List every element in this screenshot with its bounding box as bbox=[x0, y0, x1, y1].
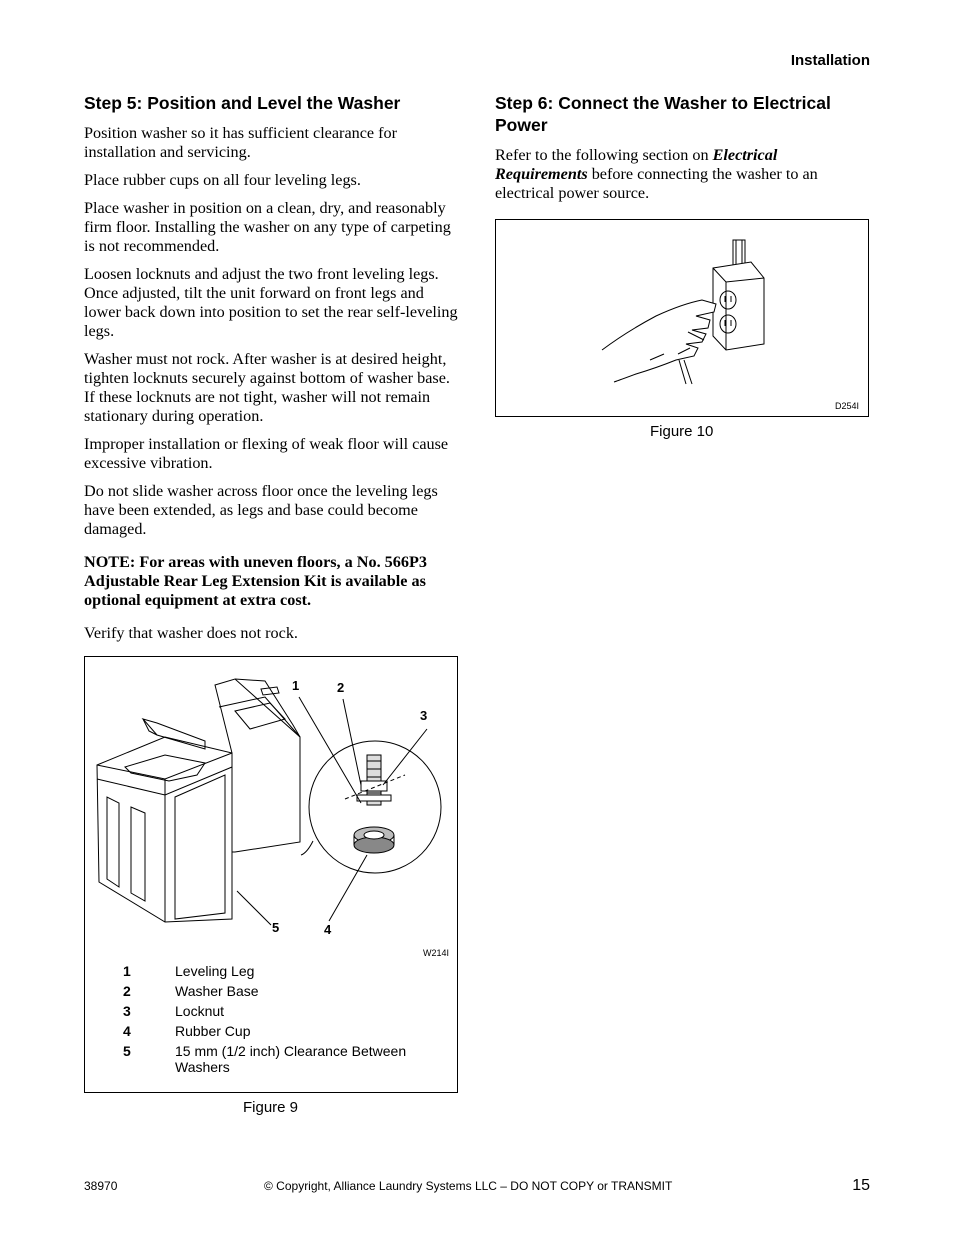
step5-note: NOTE: For areas with uneven floors, a No. 566P3 Adjustable Rear Leg Extension Kit is available as optional equipment at extra cost. bbox=[84, 553, 427, 609]
legend-text: Locknut bbox=[175, 1003, 225, 1019]
step6-column bbox=[495, 92, 869, 212]
callout-5: 5 bbox=[272, 920, 280, 935]
legend-item bbox=[123, 1043, 443, 1075]
step5-paragraph: Position washer so it has sufficient clearance for installation and servicing. bbox=[84, 124, 398, 161]
page-number: 15 bbox=[852, 1177, 870, 1194]
washer-leveling-illustration bbox=[85, 657, 457, 957]
figure-9-caption: Figure 9 bbox=[243, 1099, 299, 1116]
legend-text: Rubber Cup bbox=[175, 1023, 251, 1039]
step5-verify: Verify that washer does not rock. bbox=[84, 624, 298, 642]
step5-column bbox=[84, 92, 458, 652]
legend-number: 1 bbox=[123, 963, 131, 979]
step5-paragraph: Place washer in position on a clean, dry, and reasonably firm floor. Installing the washer on any type of carpeting is not recommended. bbox=[84, 199, 451, 255]
legend-text: Leveling Leg bbox=[175, 963, 255, 979]
figure-9 bbox=[84, 656, 458, 1093]
figure-10 bbox=[495, 219, 869, 417]
footer-copyright: © Copyright, Alliance Laundry Systems LLC – DO NOT COPY or TRANSMIT bbox=[264, 1179, 673, 1193]
step5-paragraph: Place rubber cups on all four leveling legs. bbox=[84, 171, 361, 189]
legend-number: 3 bbox=[123, 1003, 131, 1019]
callout-1: 1 bbox=[292, 678, 300, 693]
callout-2: 2 bbox=[337, 680, 345, 695]
figure-10-id: D254I bbox=[835, 401, 860, 411]
legend-number: 5 bbox=[123, 1043, 131, 1059]
step6-intro-emphasis: Electrical Requirements bbox=[495, 146, 778, 183]
legend-text: 15 mm (1/2 inch) Clearance Between Washers bbox=[175, 1043, 407, 1075]
legend-item bbox=[123, 983, 443, 999]
step6-intro bbox=[495, 146, 869, 203]
step5-paragraph: Do not slide washer across floor once the leveling legs have been extended, as legs and base could become damaged. bbox=[84, 482, 438, 538]
step6-title: Step 6: Connect the Washer to Electrical Power bbox=[495, 93, 831, 135]
legend-item bbox=[123, 1023, 443, 1039]
step6-intro-before: Refer to the following section on bbox=[495, 146, 713, 164]
legend-text: Washer Base bbox=[175, 983, 259, 999]
callout-4: 4 bbox=[324, 922, 332, 937]
step6-intro-after: before connecting the washer to an electrical power source. bbox=[495, 165, 818, 202]
figure-9-id: W214I bbox=[423, 948, 450, 958]
figure-10-caption: Figure 10 bbox=[650, 423, 714, 440]
section-header: Installation bbox=[790, 52, 870, 69]
step5-paragraph: Improper installation or flexing of weak floor will cause excessive vibration. bbox=[84, 435, 449, 472]
legend-number: 2 bbox=[123, 983, 131, 999]
legend-number: 4 bbox=[123, 1023, 131, 1039]
legend-item bbox=[123, 1003, 443, 1019]
step5-paragraph: Loosen locknuts and adjust the two front leveling legs. Once adjusted, tilt the unit forward on front legs and lower back down into position to set the rear self-leveling legs. bbox=[84, 265, 458, 340]
footer-doc-number: 38970 bbox=[84, 1179, 118, 1193]
plug-outlet-illustration bbox=[496, 220, 868, 416]
legend-item bbox=[123, 963, 443, 979]
step5-title: Step 5: Position and Level the Washer bbox=[84, 93, 401, 113]
callout-3: 3 bbox=[420, 708, 428, 723]
step5-paragraph: Washer must not rock. After washer is at desired height, tighten locknuts securely against bottom of washer base. If these locknuts are not tight, washer will not remain stationary during operation. bbox=[84, 350, 450, 425]
figure-9-legend bbox=[123, 963, 443, 1079]
